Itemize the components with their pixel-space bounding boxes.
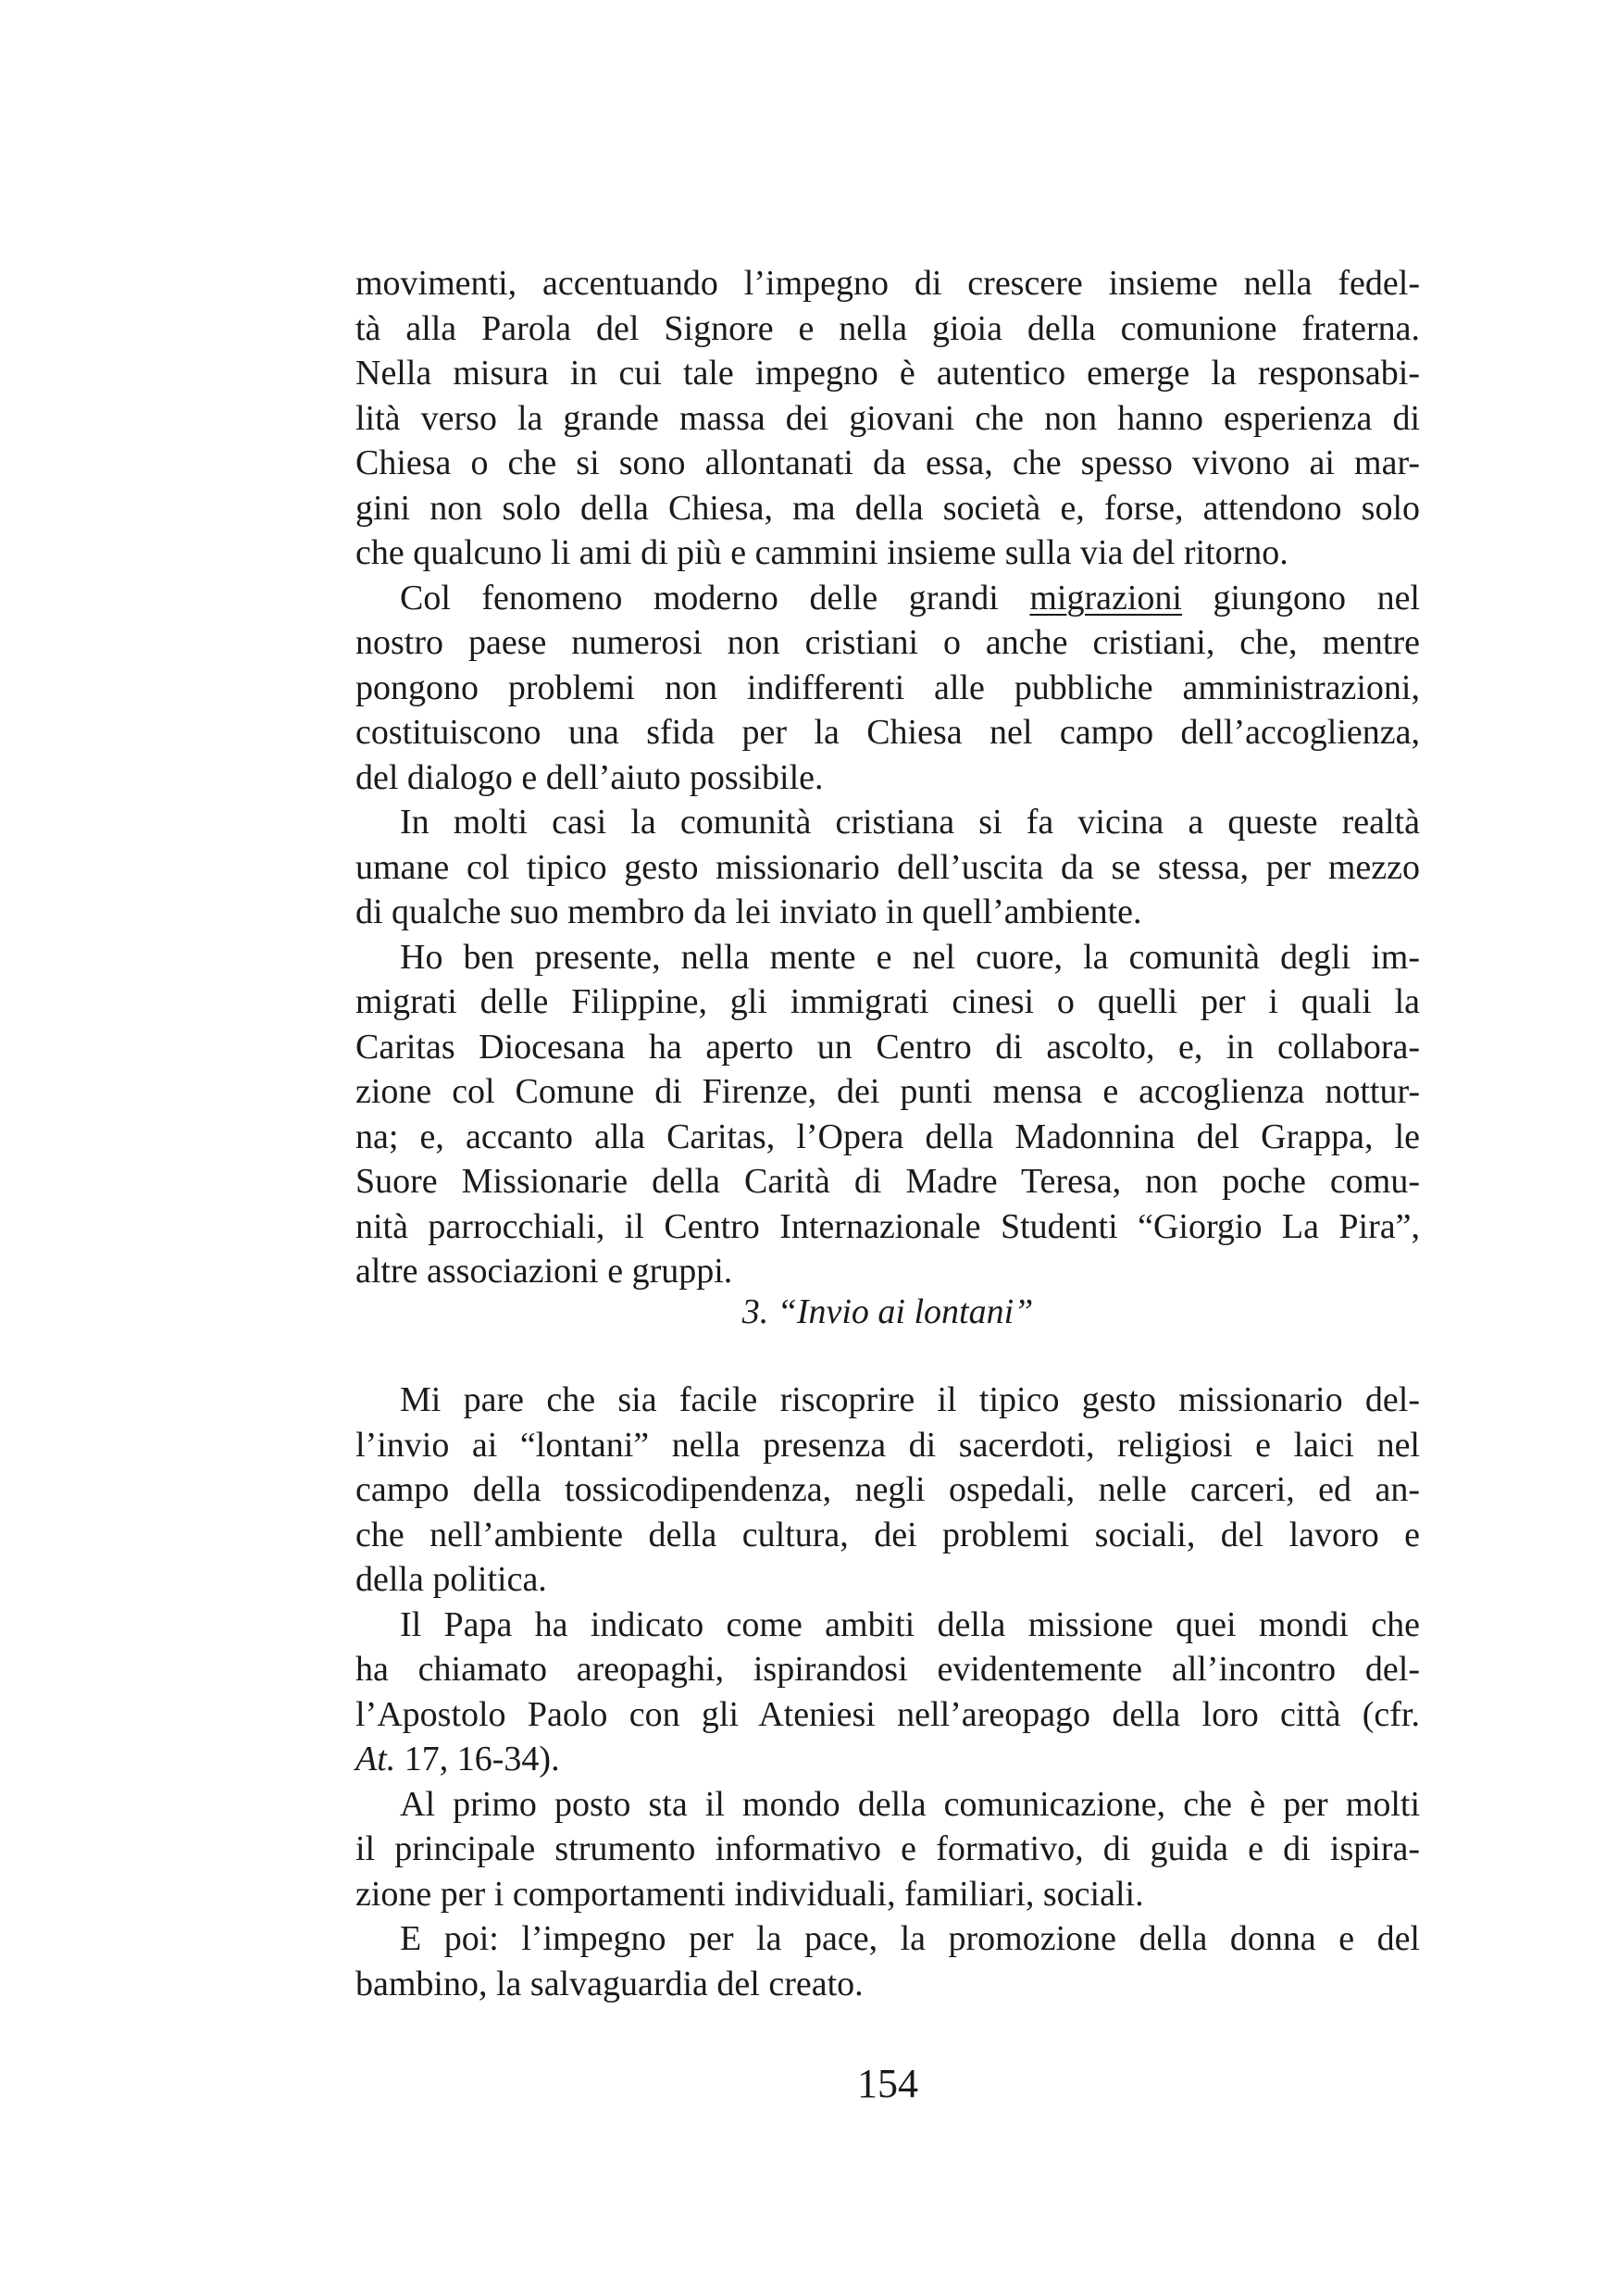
text-line: lità verso la grande massa dei giovani che non hanno esperienza di — [355, 398, 1420, 438]
text-line — [355, 1737, 1420, 1782]
text-line: nità parrocchiali, il Centro Internazionale Studenti “Giorgio La Pira”, — [355, 1206, 1420, 1246]
text-line: movimenti, accentuando l’impegno di crescere insieme nella fedel- — [355, 264, 1420, 303]
section-heading: 3. “Invio ai lontani” — [741, 1292, 1034, 1331]
text-line: Caritas Diocesana ha aperto un Centro di ascolto, e, in collabora- — [355, 1027, 1420, 1067]
text-line: migrati delle Filippine, gli immigrati cinesi o quelli per i quali la — [355, 982, 1420, 1021]
text-line: gini non solo della Chiesa, ma della società e, forse, attendono solo — [355, 488, 1420, 528]
text-line: bambino, la salvaguardia del creato. — [355, 1964, 864, 2003]
text-line: Suore Missionarie della Carità di Madre Teresa, non poche comu- — [355, 1162, 1420, 1201]
text-line: che qualcuno li ami di più e cammini insieme sulla via del ritorno. — [355, 533, 1288, 572]
body-text-continued — [355, 261, 1420, 1294]
underlined-word: migrazioni — [1029, 578, 1182, 618]
text-line: Il Papa ha indicato come ambiti della missione quei mondi che — [400, 1604, 1420, 1644]
text-line: campo della tossicodipendenza, negli ospedali, nelle carceri, ed an- — [355, 1470, 1420, 1509]
text-line: Chiesa o che si sono allontanati da essa, che spesso vivono ai mar- — [355, 443, 1420, 482]
text-line: che nell’ambiente della cultura, dei problemi sociali, del lavoro e — [355, 1515, 1420, 1554]
citation-abbreviation: At. — [355, 1740, 396, 1778]
text-fragment: Col fenomeno moderno delle grandi — [400, 578, 1030, 618]
text-fragment: giungono nel — [1182, 578, 1420, 618]
text-line: pongono problemi non indifferenti alle pubbliche amministrazioni, — [355, 668, 1420, 707]
text-line — [355, 576, 1420, 621]
text-line: del dialogo e dell’aiuto possibile. — [355, 757, 824, 797]
text-line: tà alla Parola del Signore e nella gioia della comunione fraterna. — [355, 308, 1420, 348]
text-line: ha chiamato areopaghi, ispirandosi evidentemente all’incontro del- — [355, 1650, 1420, 1689]
text-line: della politica. — [355, 1560, 547, 1599]
text-line: na; e, accanto alla Caritas, l’Opera della Madonnina del Grappa, le — [355, 1117, 1420, 1156]
text-line: di qualche suo membro da lei inviato in quell’ambiente. — [355, 892, 1142, 931]
text-line: altre associazioni e gruppi. — [355, 1252, 733, 1291]
text-line: In molti casi la comunità cristiana si fa vicina a queste realtà — [400, 803, 1420, 842]
text-line: costituiscono una sfida per la Chiesa nel campo dell’accoglienza, — [355, 713, 1420, 752]
text-line: Mi pare che sia facile riscoprire il tipico gesto missionario del- — [400, 1380, 1420, 1419]
text-line: umane col tipico gesto missionario dell’uscita da se stessa, per mezzo — [355, 847, 1420, 887]
text-line: zione col Comune di Firenze, dei punti mensa e accoglienza nottur- — [355, 1072, 1420, 1111]
section-body-text — [355, 1378, 1420, 2006]
text-line: Al primo posto sta il mondo della comunicazione, che è per molti — [400, 1784, 1420, 1824]
text-line: il principale strumento informativo e formativo, di guida e di ispira- — [355, 1829, 1420, 1868]
text-line: Ho ben presente, nella mente e nel cuore, la comunità degli im- — [400, 937, 1420, 977]
text-line: Nella misura in cui tale impegno è autentico emerge la responsabi- — [355, 354, 1420, 393]
text-line: l’Apostolo Paolo con gli Ateniesi nell’areopago della loro città (cfr. — [355, 1694, 1420, 1734]
text-fragment: 17, 16-34). — [395, 1740, 560, 1778]
text-line: E poi: l’impegno per la pace, la promozione della donna e del — [400, 1919, 1420, 1958]
text-line: l’invio ai “lontani” nella presenza di sacerdoti, religiosi e laici nel — [355, 1425, 1420, 1465]
text-line: nostro paese numerosi non cristiani o anche cristiani, che, mentre — [355, 623, 1420, 662]
text-line: zione per i comportamenti individuali, familiari, sociali. — [355, 1874, 1144, 1914]
page-number: 154 — [857, 2061, 918, 2106]
